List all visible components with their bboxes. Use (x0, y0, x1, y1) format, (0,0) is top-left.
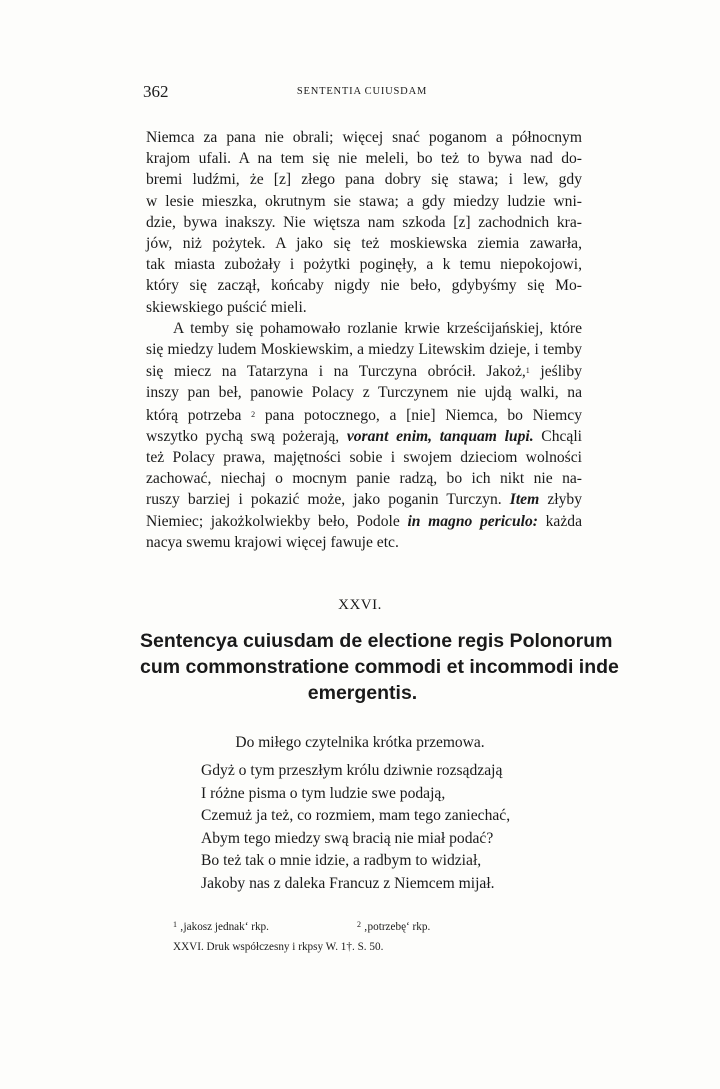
text-line: którą potrzeba $^2$ pana potocznego, a [nie] Niemca, bo Niemcy (146, 406, 582, 424)
footnote-ref-2: 2 (251, 409, 256, 419)
poem-line: Bo też tak o mnie idzie, a radbym to widział, (201, 852, 482, 870)
text-line: który się zaczął, końcaby nigdy nie beło, gdybyśmy się Mo- (146, 277, 582, 295)
page-number: 362 (143, 82, 169, 101)
text-line: wszytko pychą swą pożerają, vorant enim, tanquam lupi. Chcąli (146, 427, 582, 445)
text-line: nacya swemu krajowi więcej fawuje etc. (146, 533, 399, 551)
text-line: tak miasta zubożały i pożytki poginęły, a k temu niepokojowi, (146, 256, 582, 274)
text-line: Niemca za pana nie obrali; więcej snać poganom a północnym (146, 129, 582, 146)
footnote-1: $^1$ ‚jakosz jednak‘ rkp. (173, 920, 269, 933)
text-line: ruszy barziej i pokazić może, jako poganin Turczyn. Item złyby (146, 491, 582, 509)
text-line: się miecz na Tatarzyna i na Turczyna obrócił. Jakoż,$^1$ jeśliby (146, 363, 582, 381)
body-text (146, 127, 582, 553)
text-line: się miedzy ludem Moskiewskim, a miedzy Litewskim dzieje, i temby (146, 341, 582, 359)
text-line: Niemiec; jakożkolwiekby beło, Podole in magno periculo: każda (146, 512, 582, 530)
running-head: SENTENTIA CUIUSDAM (296, 86, 428, 97)
text-line: krajom ufali. A na tem się nie meleli, bo też to bywa nad do- (146, 150, 582, 168)
paragraph-1 (146, 127, 582, 318)
text-line: zachować, niechaj o mocnym panie radzą, bo ich nikt nie na- (146, 470, 582, 488)
source-note: XXVI. Druk współczesny i rkpsy W. 1†. S. 50. (173, 941, 384, 953)
text-line: jów, niż pożytek. A jako się też moskiewska ziemia zawarła, (146, 235, 582, 253)
footnote-2: $^2$ ‚potrzebę‘ rkp. (357, 920, 431, 933)
text-line: też Polacy prawa, majętności sobie i swojem dzieciom wolności (146, 449, 582, 467)
poem-line: Jakoby nas z daleka Francuz z Niemcem mijał. (201, 874, 495, 892)
footnote-row (173, 915, 533, 937)
poem-line: Abym tego miedzy swą bracią nie miał podać? (201, 829, 494, 847)
text-line: inszy pan beł, panowie Polacy z Turczynem nie ujdą walki, na (146, 384, 582, 402)
section-title (140, 628, 619, 706)
title-line: Sentencya cuiusdam de electione regis Polonorum (140, 630, 613, 652)
latin-phrase: in magno periculo: (407, 512, 538, 530)
section-number: XXVI. (338, 597, 382, 613)
poem (201, 760, 601, 896)
text-line: A temby się pohamowało rozlanie krwie krześcijańskiej, które (173, 319, 582, 337)
section-subtitle: Do miłego czytelnika krótka przemowa. (235, 734, 485, 751)
footnote-ref-1: 1 (525, 366, 530, 376)
text-line: bremi ludźmi, że [z] złego pana dobry się stawa; i lew, gdy (146, 171, 582, 189)
latin-phrase: Item (509, 491, 540, 509)
poem-line: Gdyż o tym przeszłym królu dziwnie rozsądzają (201, 762, 503, 779)
paragraph-2 (146, 318, 582, 553)
poem-line: I różne pisma o tym ludzie swe podają, (201, 784, 446, 802)
text-line: dzie, bywa inakszy. Nie więtsza nam szkoda [z] zachodnich kra- (146, 213, 582, 231)
page-header (143, 82, 581, 102)
poem-line: Czemuż ja też, co rozmiem, mam tego zaniechać, (201, 807, 511, 825)
footnotes (173, 915, 533, 957)
latin-phrase: vorant enim, tanquam lupi. (346, 427, 534, 445)
text-line: skiewskiego puścić mieli. (146, 298, 307, 316)
text-line: w lesie mieszka, okrutnym sie stawa; a gdy miedzy ludzie wni- (146, 192, 582, 210)
title-line: emergentis. (307, 682, 418, 704)
title-line: cum commonstratione commodi et incommodi inde (140, 656, 619, 678)
